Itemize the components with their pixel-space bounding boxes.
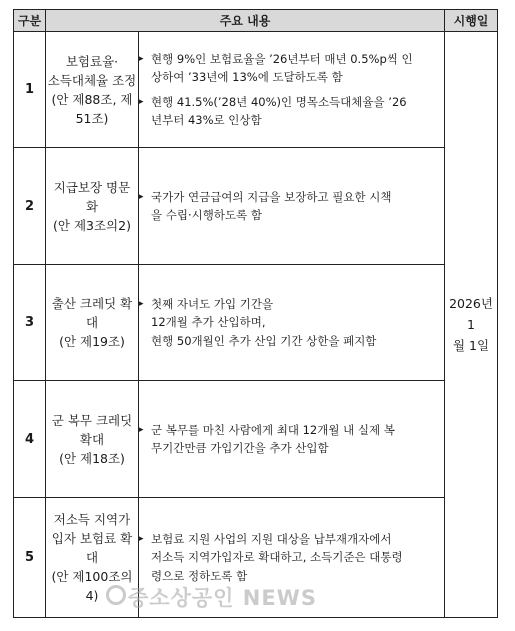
- content-text: 보험료 지원 사업의 지원 대상을 납부재개자에서 저소득 지역가입자로 확대하고, 소득기준은 대통령 령으로 정하도록 함: [151, 531, 403, 583]
- content-text: 국가가 연금급여의 지급을 보장하고 필요한 시책 을 수립·시행하도록 함: [151, 189, 392, 222]
- content-text: 현행 41.5%(’28년 40%)인 명목소득대체율을 ’26 년부터 43%로 인상함: [151, 94, 407, 127]
- row-title: 지급보장 명문 화 (안 제3조의2): [53, 179, 131, 233]
- row-title: 군 복무 크레딧 확대 (안 제18조): [51, 412, 133, 466]
- row-title: 저소득 지역가 입자 보험료 확 대 (안 제100조의4): [51, 512, 133, 603]
- content-text: 군 복무를 마친 사람에게 최대 12개월 내 실제 복 무기간만큼 가입기간을 추가 산입함: [151, 422, 395, 455]
- content-text: 현행 9%인 보험료율을 ’26년부터 매년 0.5%p씩 인 상하여 ’33년에 13%에 도달하도록 함: [151, 51, 413, 84]
- row-title-cell: [46, 265, 139, 381]
- content-bullet-item: [139, 530, 444, 586]
- content-bullet-item: [139, 421, 444, 458]
- content-bullet-item: [139, 93, 444, 130]
- table-row: [14, 381, 498, 498]
- effective-date: 2026년 1 월 1일: [449, 296, 493, 353]
- row-content-cell: [139, 265, 445, 381]
- triangle-bullet-icon: ▸: [139, 96, 144, 107]
- header-effective-date: 시행일: [445, 10, 498, 32]
- triangle-bullet-icon: ▸: [139, 298, 144, 309]
- row-title: 보험료율· 소득대체율 조정 (안 제88조, 제 51조): [47, 53, 137, 126]
- table-row: [14, 32, 498, 148]
- triangle-bullet-icon: ▸: [139, 533, 144, 544]
- triangle-bullet-icon: ▸: [139, 53, 144, 64]
- content-bullet-item: [139, 295, 444, 351]
- row-number: 5: [14, 498, 46, 618]
- row-content-cell: [139, 381, 445, 498]
- row-title-cell: [46, 381, 139, 498]
- header-row: [14, 10, 498, 32]
- row-title: 출산 크레딧 확 대 (안 제19조): [51, 296, 133, 349]
- watermark-logo-icon: [106, 585, 126, 605]
- row-number: 4: [14, 381, 46, 498]
- table-row: [14, 265, 498, 381]
- watermark: 중소상공인 NEWS: [128, 586, 317, 610]
- content-text: 첫째 자녀도 가입 기간을 12개월 추가 산입하며, 현행 50개월인 추가 산입 기간 상한을 폐지함: [151, 296, 377, 348]
- header-category: 구분: [14, 10, 46, 32]
- row-number: 1: [14, 32, 46, 148]
- row-title-cell: [46, 148, 139, 265]
- header-main-content: 주요 내용: [46, 10, 445, 32]
- row-number: 2: [14, 148, 46, 265]
- row-content-cell: [139, 148, 445, 265]
- row-number: 3: [14, 265, 46, 381]
- row-content-cell: [139, 32, 445, 148]
- effective-date-cell: [445, 32, 498, 618]
- table-row: [14, 148, 498, 265]
- triangle-bullet-icon: ▸: [139, 424, 144, 435]
- reform-table: [13, 9, 498, 618]
- content-bullet-item: [139, 50, 444, 87]
- row-title-cell: [46, 32, 139, 148]
- triangle-bullet-icon: ▸: [139, 191, 144, 202]
- content-bullet-item: [139, 188, 444, 225]
